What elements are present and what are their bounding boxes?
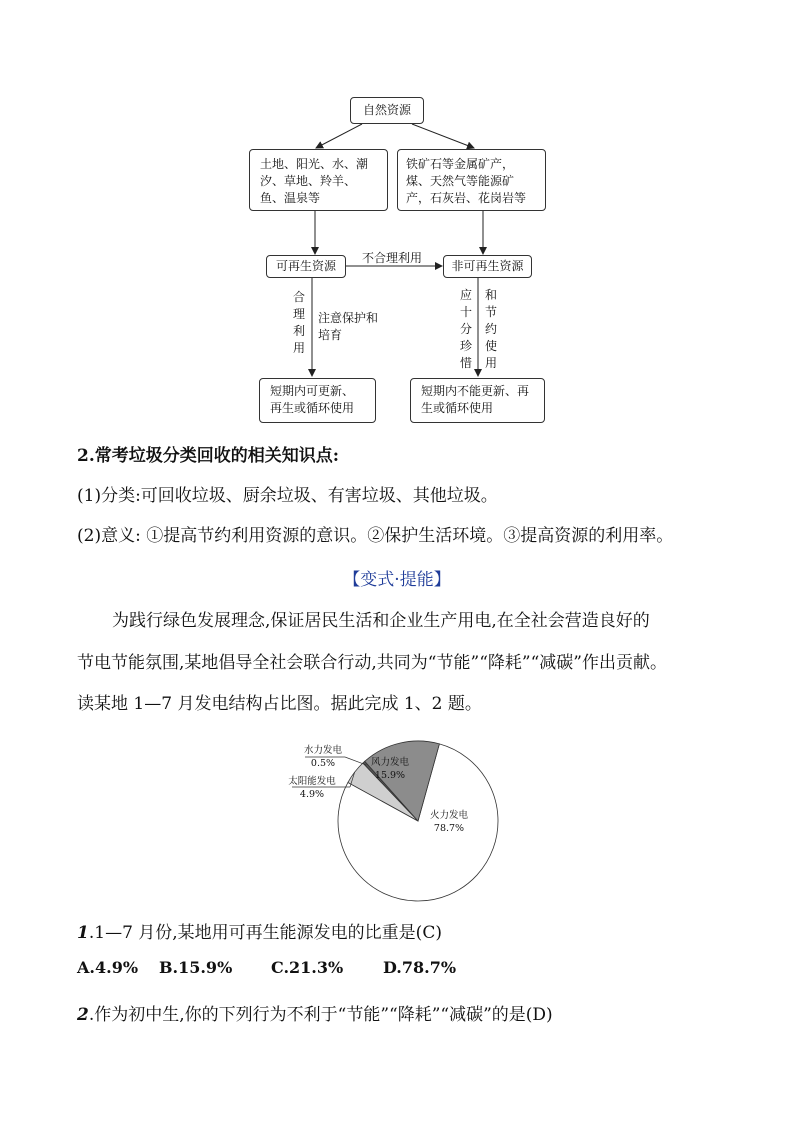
passage-line1: 为践行绿色发展理念,保证居民生活和企业生产用电,在全社会营造良好的 <box>112 611 650 631</box>
cherish-label: 应十分珍惜 <box>459 288 472 370</box>
section2-item1: (1)分类:可回收垃圾、厨余垃圾、有害垃圾、其他垃圾。 <box>77 486 498 506</box>
pie-label-name-3: 风力发电 <box>370 757 410 768</box>
protect-cultivate-label: 注意保护和培育 <box>318 311 379 342</box>
flowchart-right-result <box>410 378 545 423</box>
question2-text: .作为初中生,你的下列行为不利于“节能”“降耗”“减碳”的是(D) <box>88 1005 553 1025</box>
left-result-text: 短期内可更新、再生或循环使用 <box>270 384 355 415</box>
passage-line3: 读某地 1—7 月发电结构占比图。据此完成 1、2 题。 <box>77 694 482 714</box>
question2-number: 2 <box>77 1005 89 1025</box>
option-b: B.15.9% <box>159 958 233 977</box>
flowchart-renewable <box>266 255 346 278</box>
arrow-root-right <box>412 124 474 148</box>
pie-label-name-2: 水力发电 <box>303 745 343 756</box>
section2-item2: (2)意义: ①提高节约利用资源的意识。②保护生活环境。③提高资源的利用率。 <box>77 526 674 546</box>
question1-text: .1—7 月份,某地用可再生能源发电的比重是(C) <box>88 923 442 943</box>
nonrenewable-text: 非可再生资源 <box>451 259 524 273</box>
flowchart-nonrenewable <box>443 255 532 278</box>
left-examples-text: 土地、阳光、水、潮汐、草地、羚羊、鱼、温泉等 <box>260 157 369 205</box>
flowchart-left-result <box>259 378 376 423</box>
flowchart-arrows <box>0 0 794 440</box>
renewable-text: 可再生资源 <box>275 259 336 273</box>
misuse-label: 不合理利用 <box>362 251 423 265</box>
question1-number: 1 <box>77 923 89 943</box>
pie-label-name-1: 太阳能发电 <box>288 776 336 787</box>
save-use-label: 和节约使用 <box>484 288 497 370</box>
rational-use-label: 合理利用 <box>292 290 305 355</box>
pie-label-value-3: 15.9% <box>374 770 406 781</box>
pie-label-value-1: 4.9% <box>299 789 325 800</box>
option-c: C.21.3% <box>271 958 344 977</box>
pie-label-value-0: 78.7% <box>433 823 465 834</box>
pie-label-value-2: 0.5% <box>310 758 336 769</box>
flowchart-root <box>350 97 424 124</box>
flowchart-left-examples <box>249 149 388 211</box>
right-result-text: 短期内不能更新、再生或循环使用 <box>421 384 530 415</box>
passage-line2: 节电节能氛围,某地倡导全社会联合行动,共同为“节能”“降耗”“减碳”作出贡献。 <box>77 653 667 673</box>
pie-leader-2 <box>345 757 367 765</box>
option-d: D.78.7% <box>383 958 457 977</box>
option-a: A.4.9% <box>77 958 139 977</box>
pie-label-name-0: 火力发电 <box>429 810 469 821</box>
right-examples-text: 铁矿石等金属矿产，煤、天然气等能源矿产，石灰岩、花岗岩等 <box>406 157 527 205</box>
question1 <box>77 918 442 943</box>
section2-heading: 2.常考垃圾分类回收的相关知识点: <box>77 446 340 466</box>
arrow-root-left <box>316 124 362 148</box>
flowchart-root-text: 自然资源 <box>362 103 411 117</box>
power-structure-pie-chart <box>0 725 794 905</box>
flowchart-right-examples <box>397 149 546 211</box>
variant-title: 【变式·提能】 <box>343 570 451 590</box>
question2 <box>77 1000 553 1025</box>
